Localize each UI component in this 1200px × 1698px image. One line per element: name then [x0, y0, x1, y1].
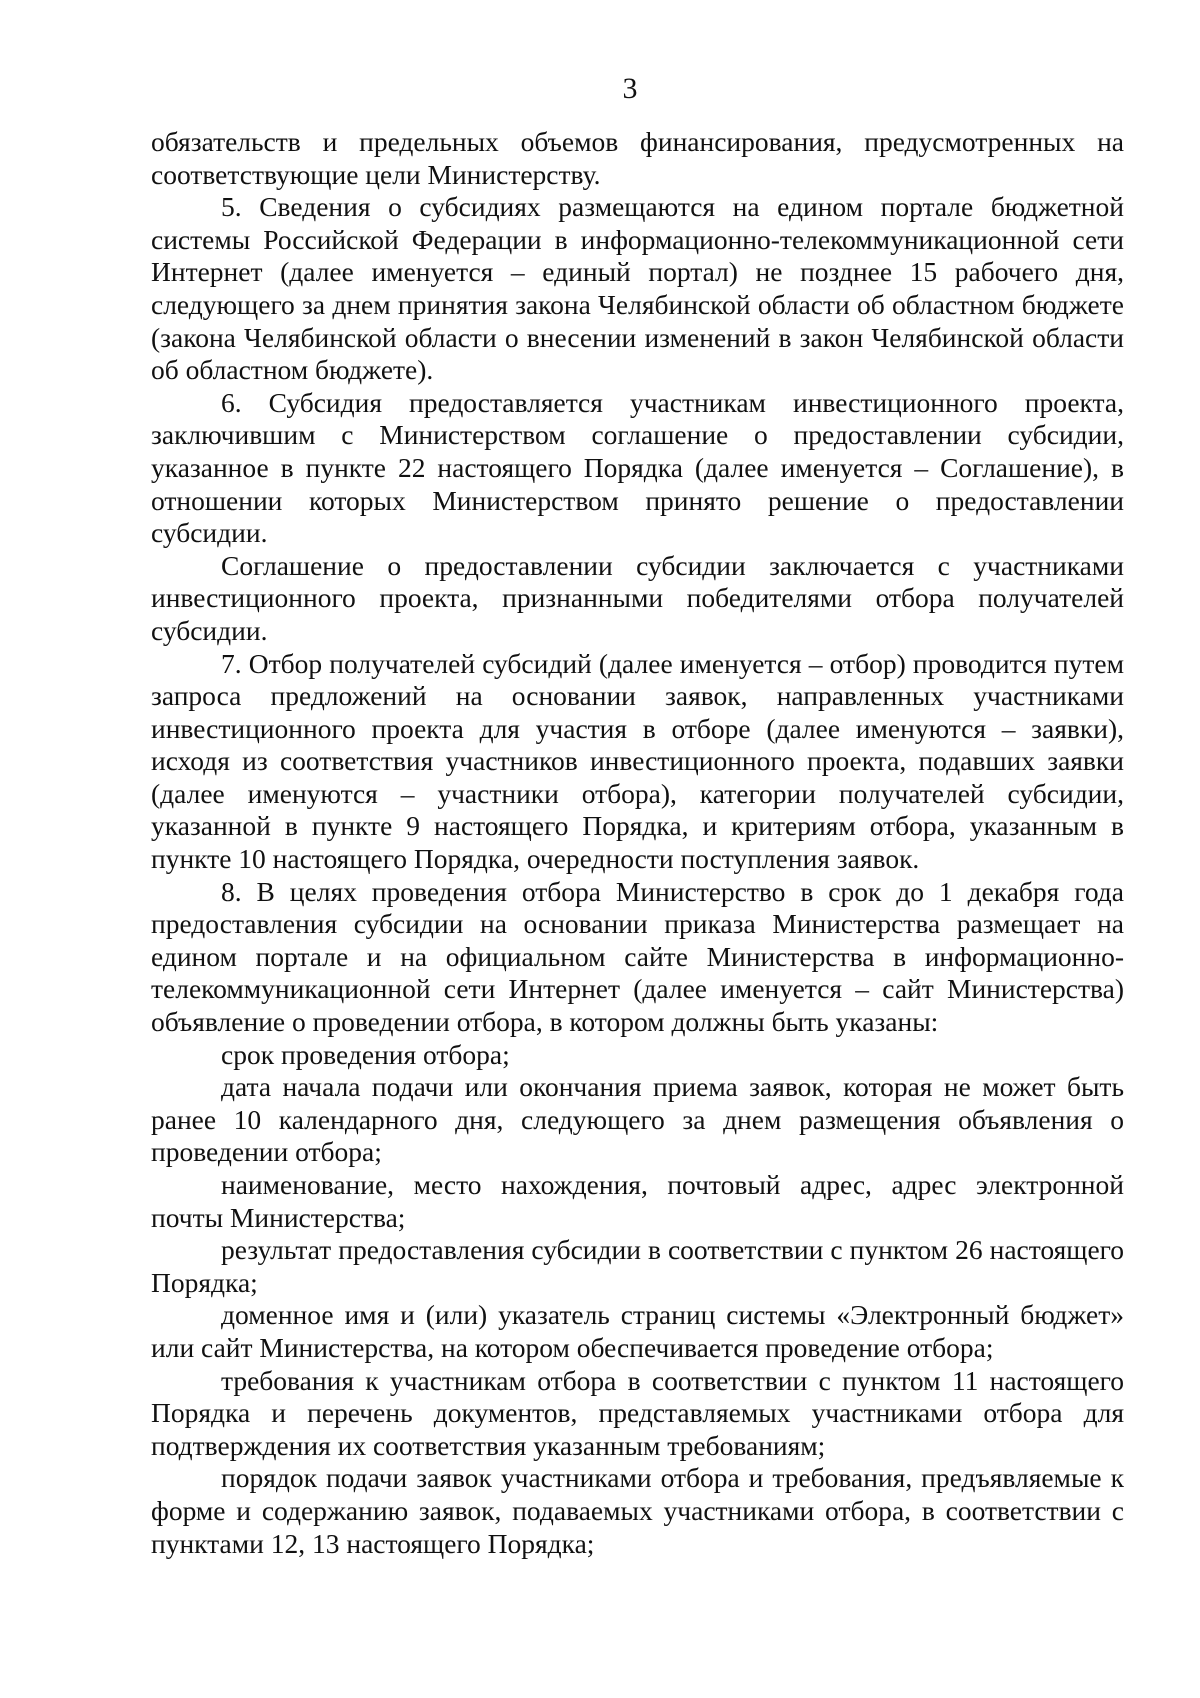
list-item-subsidy-result: результат предоставления субсидии в соответствии с пунктом 26 настоящего Порядка; — [151, 1234, 1124, 1298]
paragraph-item-7: 7. Отбор получателей субсидий (далее именуется – отбор) проводится путем запроса предложений на основании заявок, направленных участниками инвестиционного проекта для участия в отборе (далее именуются – заявки), исходя из соответствия участников инвестиционного проекта, подавших заявки (далее именуются – участники отбора), категории получателей субсидии, указанной в пункте 9 настоящего Порядка, и критериям отбора, указанным в пункте 10 настоящего Порядка, очередности поступления заявок. — [151, 647, 1124, 875]
list-item-selection-period: срок проведения отбора; — [221, 1038, 510, 1070]
document-body — [151, 126, 1124, 1560]
list-item-ministry-contacts: наименование, место нахождения, почтовый адрес, адрес электронной почты Министерства; — [151, 1169, 1124, 1233]
paragraph-continuation: обязательств и предельных объемов финансирования, предусмотренных на соответствующие цели Министерству. — [151, 126, 1124, 190]
paragraph-item-6: 6. Субсидия предоставляется участникам инвестиционного проекта, заключившим с Министерством соглашение о предоставлении субсидии, указанное в пункте 22 настоящего Порядка (далее именуется – Соглашение), в отношении которых Министерством принято решение о предоставлении субсидии. — [151, 386, 1124, 549]
paragraph-item-5: 5. Сведения о субсидиях размещаются на едином портале бюджетной системы Российской Федерации в информационно-телекоммуникационной сети Интернет (далее именуется – единый портал) не позднее 15 рабочего дня, следующего за днем принятия закона Челябинской области об областном бюджете (закона Челябинской области о внесении изменений в закон Челябинской области об областном бюджете). — [151, 191, 1124, 386]
list-item-application-dates: дата начала подачи или окончания приема заявок, которая не может быть ранее 10 календарного дня, следующего за днем размещения объявления о проведении отбора; — [151, 1071, 1124, 1168]
list-item-participant-requirements: требования к участникам отбора в соответствии с пунктом 11 настоящего Порядка и перечень документов, представляемых участниками отбора для подтверждения их соответствия указанным требованиям; — [151, 1364, 1124, 1461]
page-number: 3 — [622, 72, 638, 105]
paragraph-item-8: 8. В целях проведения отбора Министерство в срок до 1 декабря года предоставления субсидии на основании приказа Министерства размещает на едином портале и на официальном сайте Министерства в информационно-телекоммуникационной сети Интернет (далее именуется – сайт Министерства) объявление о проведении отбора, в котором должны быть указаны: — [151, 875, 1124, 1038]
paragraph-agreement: Соглашение о предоставлении субсидии заключается с участниками инвестиционного проекта, признанными победителями отбора получателей субсидии. — [151, 549, 1124, 646]
list-item-application-procedure: порядок подачи заявок участниками отбора и требования, предъявляемые к форме и содержанию заявок, подаваемых участниками отбора, в соответствии с пунктами 12, 13 настоящего Порядка; — [151, 1462, 1124, 1559]
list-item-domain-name: доменное имя и (или) указатель страниц системы «Электронный бюджет» или сайт Министерства, на котором обеспечивается проведение отбора; — [151, 1299, 1124, 1363]
